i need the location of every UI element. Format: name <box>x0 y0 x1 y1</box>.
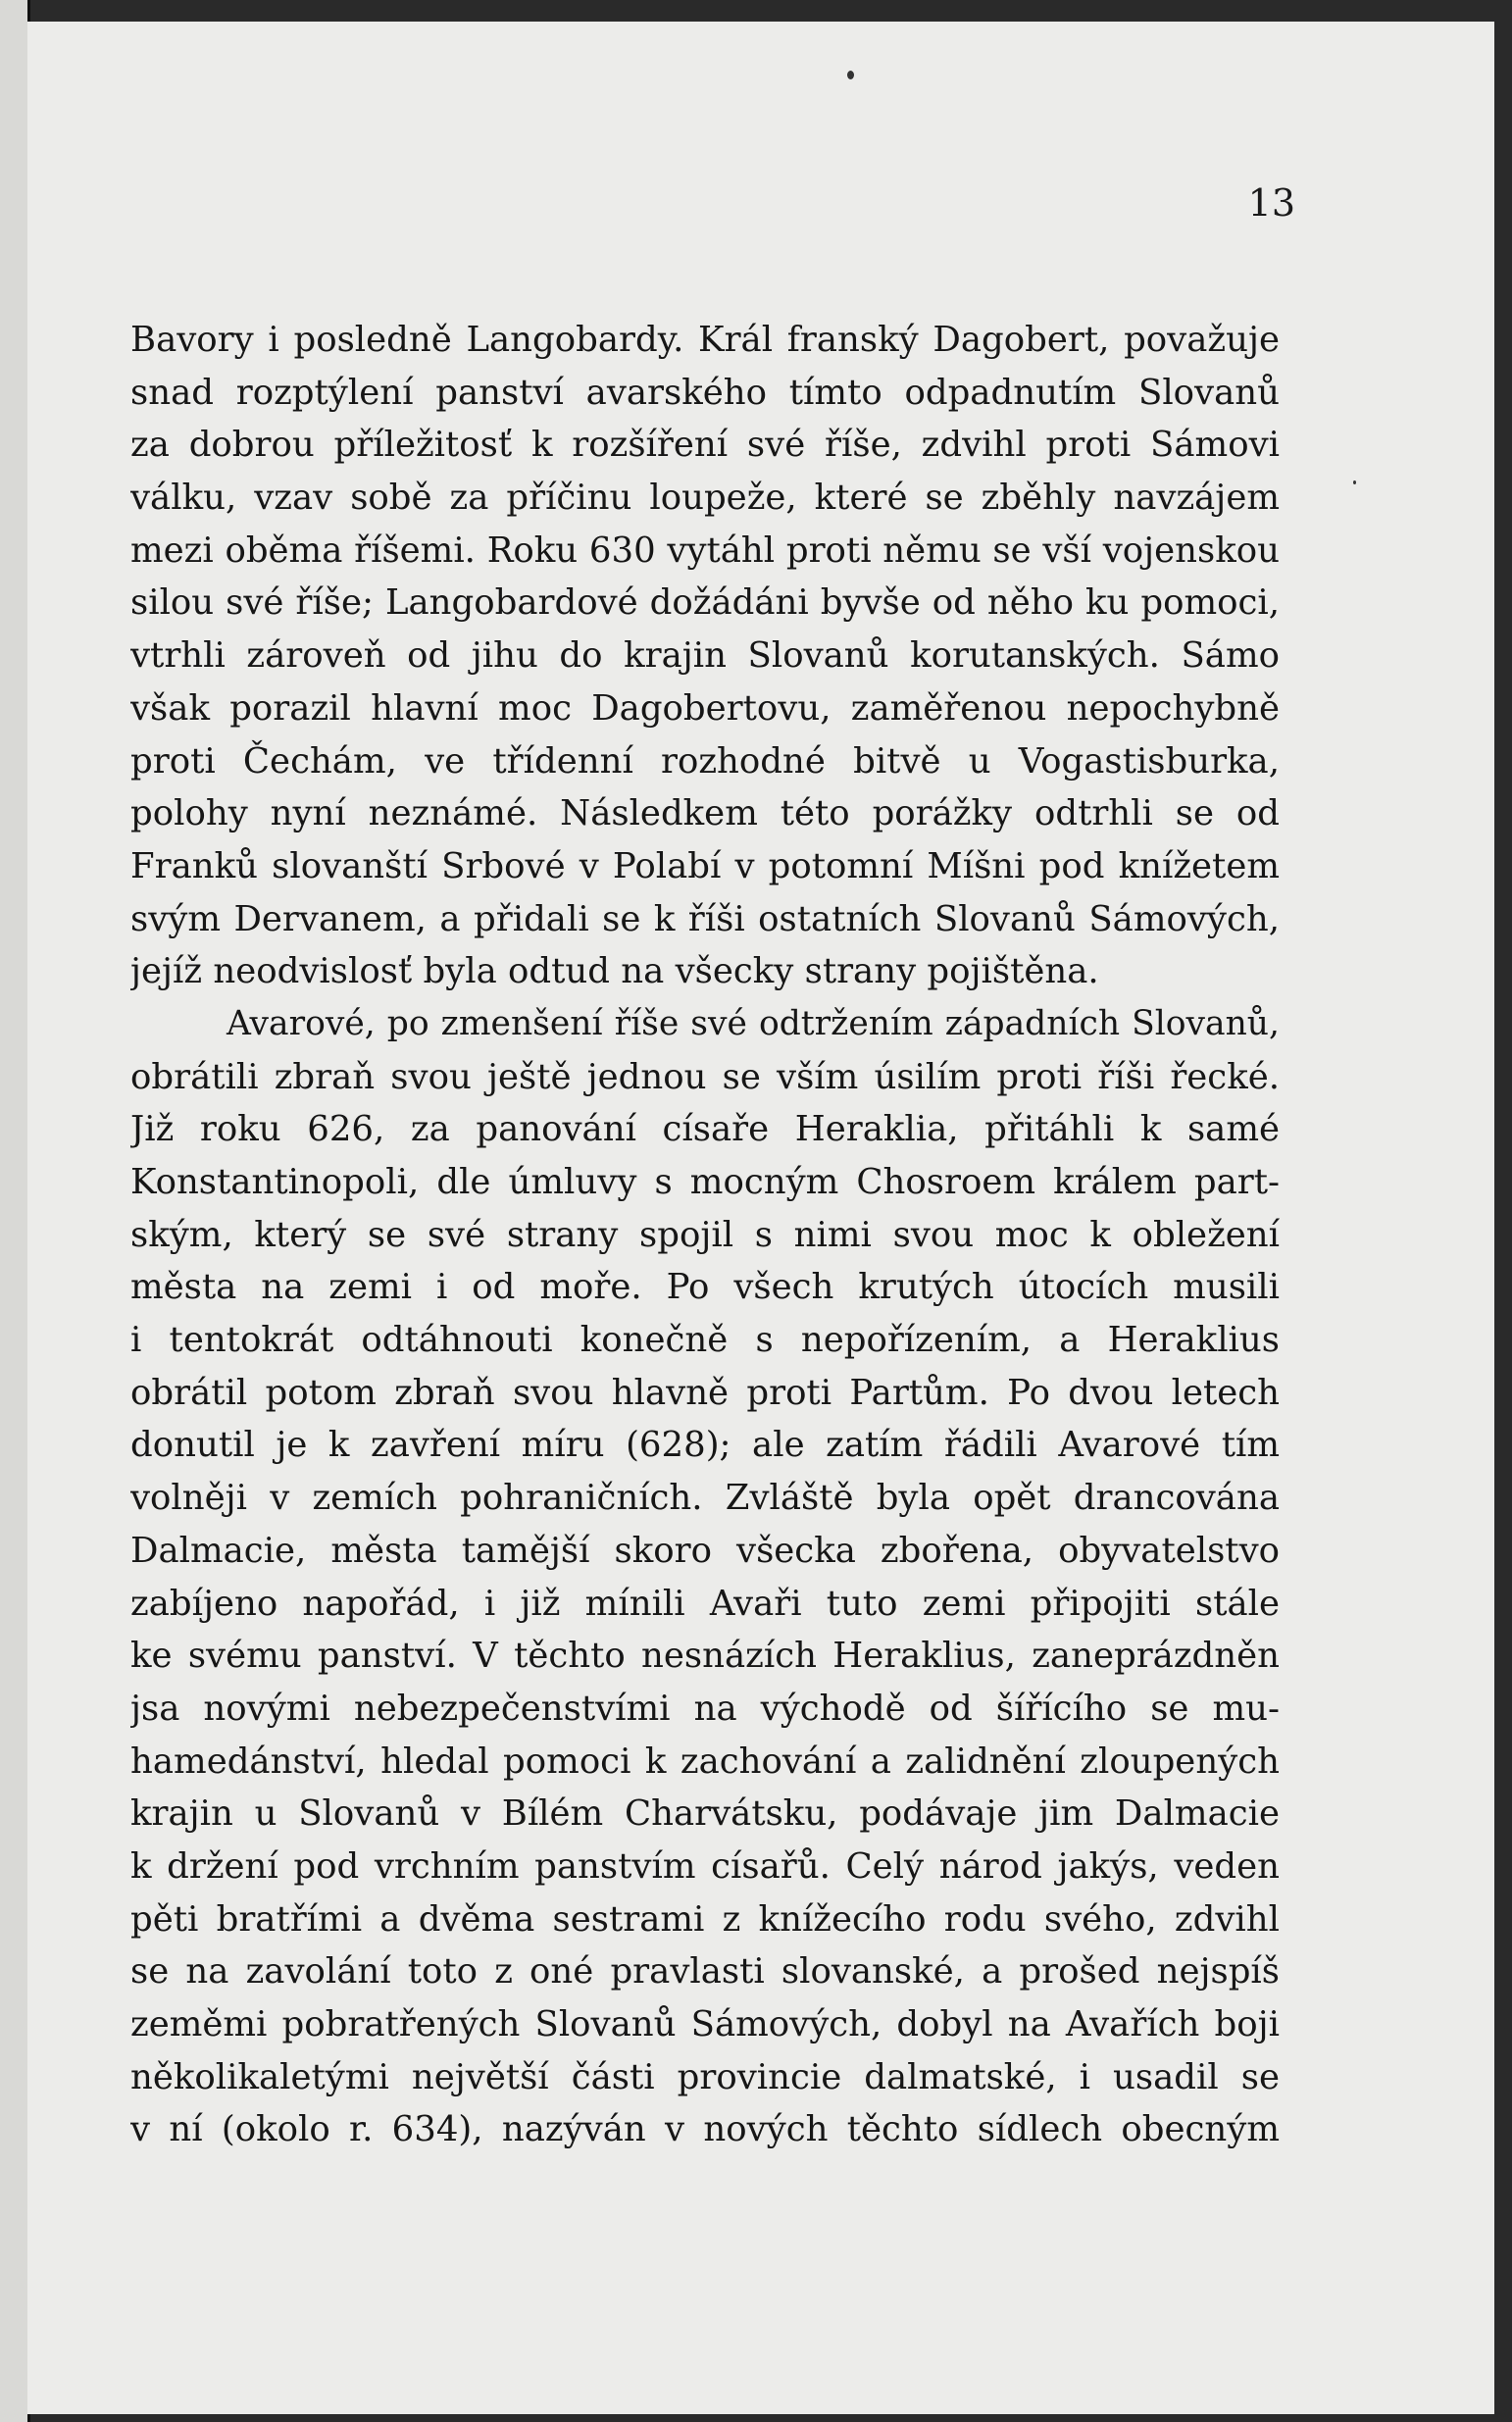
text-line: Konstantinopoli, dle úmluvy s mocným Chosroem králem part- <box>130 1162 1280 1202</box>
text-line: polohy nyní neznámé. Následkem této porážky odtrhli se od <box>130 793 1280 834</box>
text-line: však porazil hlavní moc Dagobertovu, zaměřenou nepochybně <box>130 687 1280 729</box>
text-line: ským, který se své strany spojil s nimi svou moc k obležení <box>130 1214 1280 1255</box>
text-line: snad rozptýlení panství avarského tímto odpadnutím Slovanů <box>130 372 1280 413</box>
text-line: i tentokrát odtáhnouti konečně s nepořízením, a Heraklius <box>130 1320 1280 1361</box>
text-line: mezi oběma říšemi. Roku 630 vytáhl proti němu se vší vojenskou <box>130 530 1280 571</box>
paragraph-end-line: jejíž neodvislosť byla odtud na všecky strany pojištěna. <box>130 951 1099 992</box>
text-line: proti Čechám, ve třídenní rozhodné bitvě u Vogastisburka, <box>130 740 1280 782</box>
text-line: Franků slovanští Srbové v Polabí v potomní Míšni pod knížetem <box>130 845 1280 886</box>
text-line: volněji v zemích pohraničních. Zvláště byla opět drancována <box>130 1478 1280 1519</box>
body-text <box>130 314 1280 2156</box>
page-number: 13 <box>1247 181 1295 225</box>
ink-speck <box>1353 480 1356 484</box>
page-binding-edge <box>0 0 30 2422</box>
text-line: v ní (okolo r. 634), nazýván v nových těchto sídlech obecným <box>130 2109 1280 2150</box>
text-line: se na zavolání toto z oné pravlasti slovanské, a prošed nejspíš <box>130 1951 1280 1993</box>
book-page <box>27 22 1494 2414</box>
text-line: Již roku 626, za panování císaře Heraklia, přitáhli k samé <box>130 1109 1280 1150</box>
text-line: k držení pod vrchním panstvím císařů. Celý národ jakýs, veden <box>130 1845 1280 1887</box>
text-line: několikaletými největší části provincie dalmatské, i usadil se <box>130 2056 1280 2097</box>
text-line: zeměmi pobratřených Slovanů Sámových, dobyl na Avařích boji <box>130 2004 1280 2044</box>
text-line: hamedánství, hledal pomoci k zachování a zalidnění zloupených <box>130 1741 1280 1782</box>
text-line: za dobrou příležitosť k rozšíření své říše, zdvihl proti Sámovi <box>130 425 1280 466</box>
ink-speck <box>847 71 854 79</box>
text-line: Bavory i posledně Langobardy. Král franský Dagobert, považuje <box>130 320 1280 360</box>
text-line: města na zemi i od moře. Po všech krutých útocích musili <box>130 1267 1280 1308</box>
text-line: krajin u Slovanů v Bílém Charvátsku, podávaje jim Dalmacie <box>130 1793 1280 1835</box>
text-line: vtrhli zároveň od jihu do krajin Slovanů korutanských. Sámo <box>130 635 1280 677</box>
text-line: obrátil potom zbraň svou hlavně proti Partům. Po dvou letech <box>130 1372 1280 1413</box>
paragraph-start-line: Avarové, po zmenšení říše své odtržením západních Slovanů, <box>227 1003 1280 1043</box>
text-line: zabíjeno napořád, i již mínili Avaři tuto zemi připojiti stále <box>130 1583 1280 1624</box>
text-line: ke svému panství. V těchto nesnázích Heraklius, zaneprázdněn <box>130 1636 1280 1677</box>
text-line: donutil je k zavření míru (628); ale zatím řádili Avarové tím <box>130 1425 1280 1466</box>
text-line: pěti bratřími a dvěma sestrami z knížecího rodu svého, zdvihl <box>130 1898 1280 1940</box>
text-line: jsa novými nebezpečenstvími na východě od šířícího se mu- <box>130 1688 1280 1729</box>
text-line: Dalmacie, města tamější skoro všecka zbořena, obyvatelstvo <box>130 1530 1280 1571</box>
text-line: válku, vzav sobě za příčinu loupeže, které se zběhly navzájem <box>130 478 1280 519</box>
text-line: svým Dervanem, a přidali se k říši ostatních Slovanů Sámových, <box>130 898 1280 939</box>
text-line: silou své říše; Langobardové dožádáni byvše od něho ku pomoci, <box>130 582 1280 624</box>
text-line: obrátili zbraň svou ještě jednou se vším úsilím proti říši řecké. <box>130 1056 1280 1097</box>
